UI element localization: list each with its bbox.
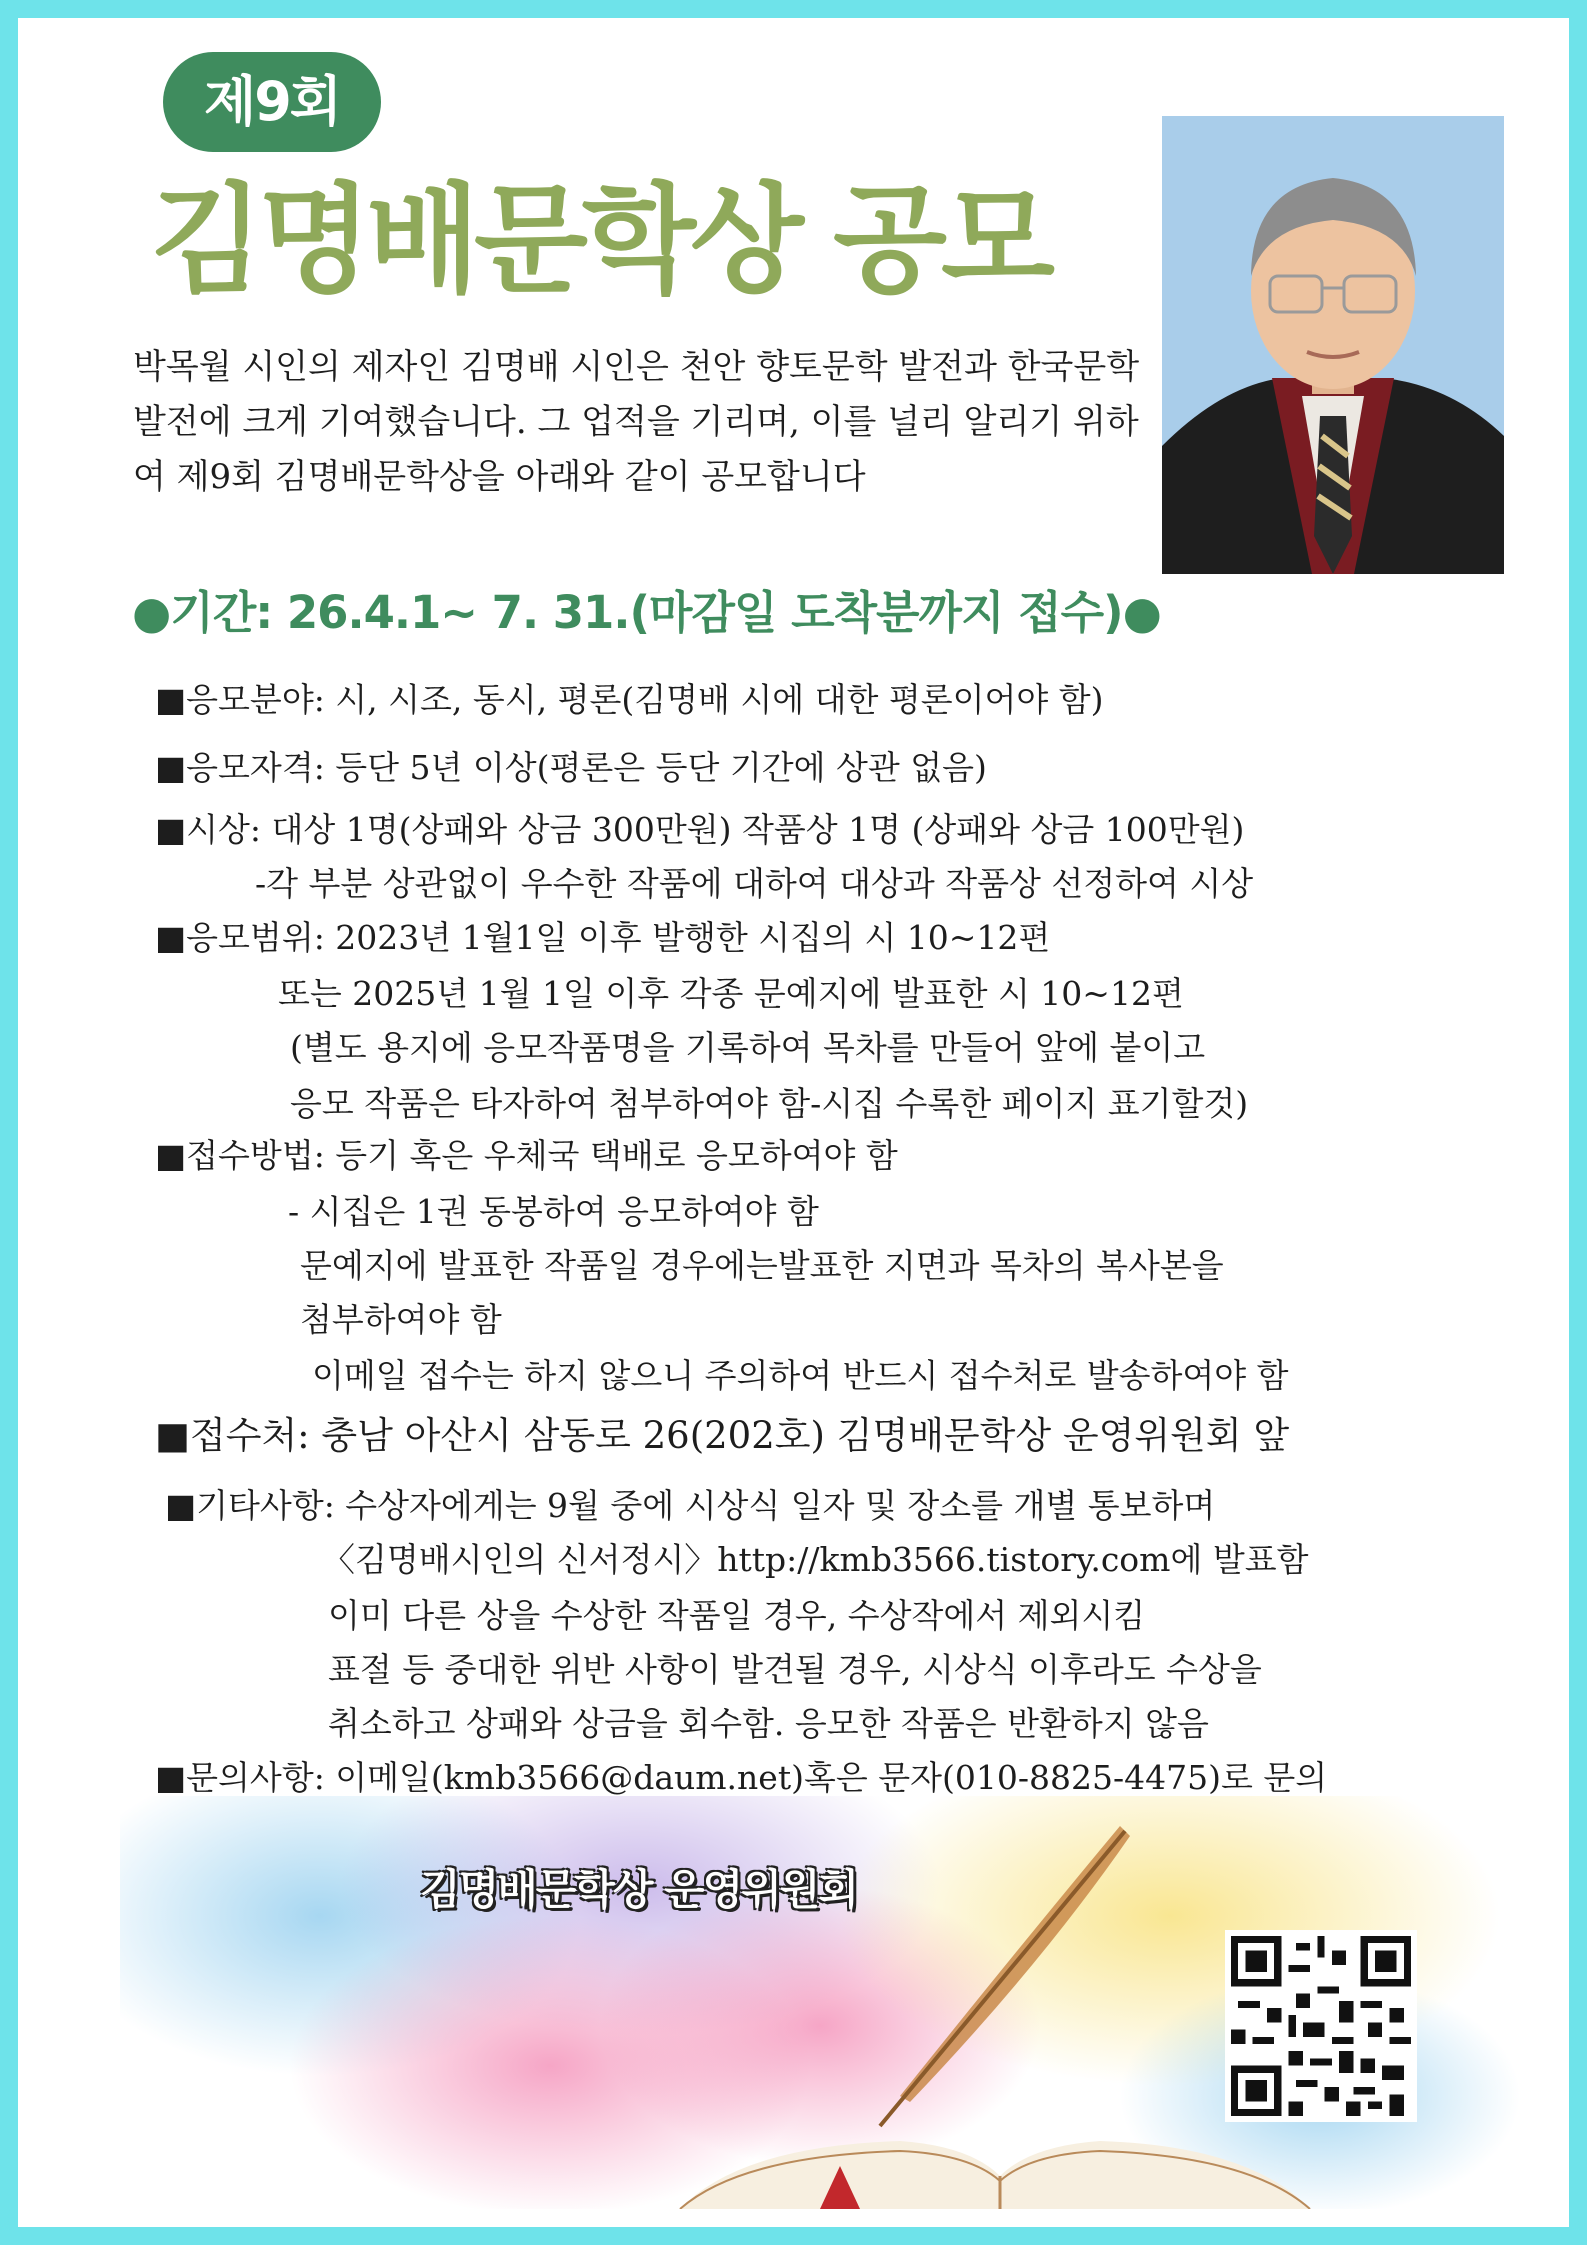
info-line: ■응모자격: 등단 5년 이상(평론은 등단 기간에 상관 없음)	[155, 748, 987, 787]
info-line: ■시상: 대상 1명(상패와 상금 300만원) 작품상 1명 (상패와 상금 100만원)	[155, 810, 1245, 849]
info-line: -각 부분 상관없이 우수한 작품에 대하여 대상과 작품상 선정하여 시상	[255, 864, 1254, 903]
edition-badge: 제9회	[163, 52, 381, 152]
poet-portrait	[1162, 116, 1504, 574]
info-line: ■문의사항: 이메일(kmb3566@daum.net)혹은 문자(010-8825-4475)로 문의	[155, 1758, 1328, 1797]
info-line: ■응모범위: 2023년 1월1일 이후 발행한 시집의 시 10~12편	[155, 918, 1051, 957]
info-line: ■기타사항: 수상자에게는 9월 중에 시상식 일자 및 장소를 개별 통보하며	[165, 1486, 1216, 1525]
info-line: 표절 등 중대한 위반 사항이 발견될 경우, 시상식 이후라도 수상을	[328, 1650, 1262, 1689]
info-line: ■응모분야: 시, 시조, 동시, 평론(김명배 시에 대한 평론이어야 함)	[155, 680, 1104, 719]
info-line: 응모 작품은 타자하여 첨부하여야 함-시집 수록한 페이지 표기할것)	[290, 1084, 1249, 1123]
qr-code[interactable]	[1225, 1930, 1417, 2122]
intro-paragraph: 박목월 시인의 제자인 김명배 시인은 천안 향토문학 발전과 한국문학 발전에 크게 기여했습니다. 그 업적을 기리며, 이를 널리 알리기 위하여 제9회 김명배문학상을 아래와 같이 공모합니다	[133, 347, 1140, 497]
info-line: 이메일 접수는 하지 않으니 주의하여 반드시 접수처로 발송하여야 함	[312, 1356, 1289, 1395]
info-line: 이미 다른 상을 수상한 작품일 경우, 수상작에서 제외시킴	[328, 1596, 1146, 1635]
poster-title: 김명배문학상 공모	[150, 171, 1049, 309]
info-line: 문예지에 발표한 작품일 경우에는발표한 지면과 목차의 복사본을	[300, 1246, 1224, 1285]
period-heading: ●기간: 26.4.1~ 7. 31.(마감일 도착분까지 접수)●	[132, 586, 1161, 639]
info-line: 취소하고 상패와 상금을 회수함. 응모한 작품은 반환하지 않음	[328, 1704, 1209, 1743]
info-line: 첨부하여야 함	[300, 1300, 502, 1339]
info-line: ■접수방법: 등기 혹은 우체국 택배로 응모하여야 함	[155, 1136, 898, 1175]
info-line: 또는 2025년 1월 1일 이후 각종 문예지에 발표한 시 10~12편	[278, 974, 1184, 1013]
organizer-name: 김명배문학상 운영위원회	[420, 1865, 857, 1914]
info-line: - 시집은 1권 동봉하여 응모하여야 함	[288, 1192, 819, 1231]
info-line: (별도 용지에 응모작품명을 기록하여 목차를 만들어 앞에 붙이고	[290, 1028, 1206, 1067]
info-line: 〈김명배시인의 신서정시〉http://kmb3566.tistory.com에 발표함	[322, 1540, 1309, 1579]
info-line: ■접수처: 충남 아산시 삼동로 26(202호) 김명배문학상 운영위원회 앞	[155, 1414, 1290, 1457]
